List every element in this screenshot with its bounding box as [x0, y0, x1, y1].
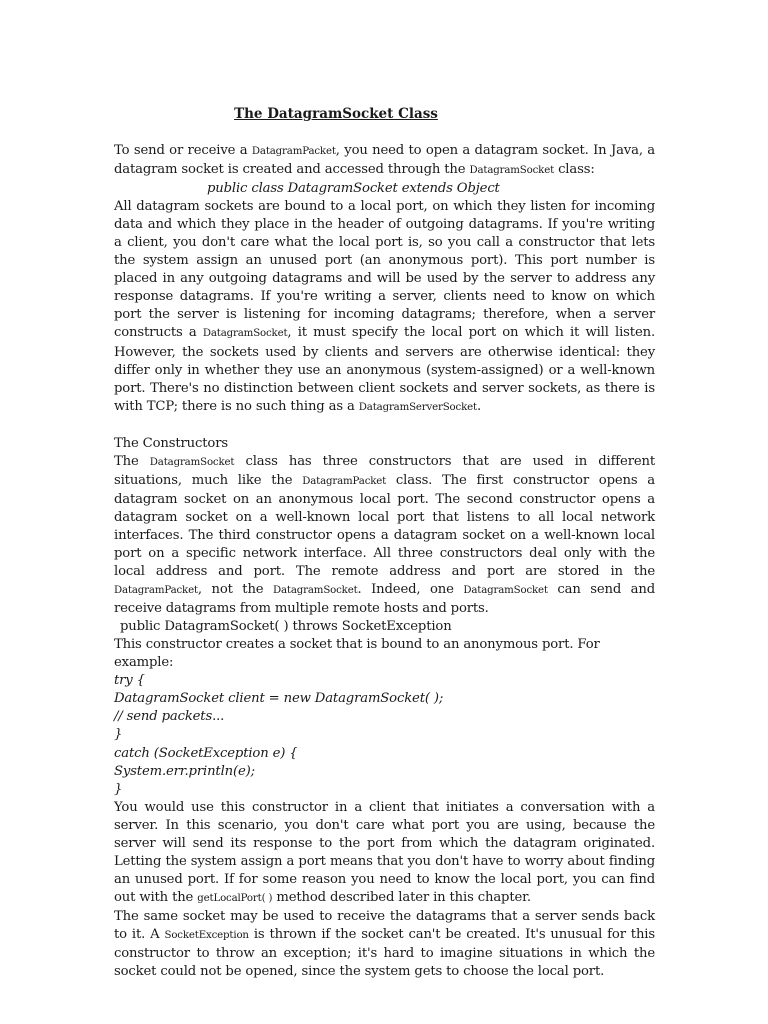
class-declaration: public class DatagramSocket extends Object — [207, 181, 500, 197]
intro-paragraph — [114, 142, 655, 180]
code-term: DatagramSocket — [149, 456, 235, 468]
code-example — [114, 672, 655, 798]
text-segment: To send or receive a — [114, 143, 252, 158]
code-line: System.err.println(e); — [114, 763, 255, 779]
code-term: DatagramServerSocket — [358, 401, 477, 413]
code-line: } — [114, 727, 123, 743]
constructors-paragraph — [114, 453, 655, 618]
code-term: SocketException — [164, 929, 249, 941]
code-term: DatagramSocket — [202, 328, 288, 340]
example-intro: This constructor creates a socket that is bound to an anonymous port. For example: — [114, 637, 600, 671]
text-segment: class. The first constructor opens a datagram socket on an anonymous local port. The second constructor opens a datagram socket on a well-known local port that listens to all local network interfaces. The third constructor opens a datagram socket on a well-known local port on a specific network interface. All three constructors deal only with the local address and port. The remote address and port are stored in the — [114, 472, 656, 580]
paragraph-spacer — [114, 417, 655, 435]
text-segment: All datagram sockets are bound to a local port, on which they listen for incoming data and which they place in the header of outgoing datagrams. If you're writing a client, you don't care what the local port is, so you call a constructor that lets the system assign an unused port (an anonymous port). This port number is placed in any outgoing datagrams and will be used by the server to address any response datagrams. If you're writing a server, clients need to know on which port the server is listening for incoming datagrams; therefore, when a server constructs a — [114, 199, 655, 341]
text-segment: , not the — [197, 582, 273, 598]
code-line: try { — [114, 673, 145, 689]
code-term: DatagramSocket — [272, 585, 358, 597]
usage-paragraph — [114, 799, 655, 908]
text-segment: , it must specify the local port on which it will listen. However, the sockets used by clients and servers are otherwise identical: they differ only in whether they use an anonymous (system-assigned) or a well-known port. There's no distinction between client sockets and server sockets, as there is with TCP; there is no such thing as a — [114, 325, 655, 414]
text-segment: is thrown if the socket can't be created. It's unusual for this constructor to throw an exception; it's hard to imagine situations in which the socket could not be opened, since the system gets to choose the local port. — [114, 926, 655, 980]
constructor-signature: public DatagramSocket( ) throws SocketException — [120, 619, 452, 635]
document-title: The DatagramSocket Class — [234, 106, 438, 122]
text-segment: method described later in this chapter. — [272, 889, 531, 905]
text-segment: can send and receive datagrams from multiple remote hosts and ports. — [114, 582, 656, 617]
code-term: DatagramSocket — [463, 585, 548, 597]
text-segment: class: — [554, 162, 595, 178]
code-term: DatagramSocket — [469, 165, 555, 177]
exception-paragraph — [114, 908, 655, 981]
code-term: getLocalPort( ) — [197, 892, 273, 904]
sockets-paragraph — [114, 198, 655, 417]
code-term: DatagramPacket — [114, 585, 198, 597]
text-segment: You would use this constructor in a client that initiates a conversation with a server. In this scenario, you don't care what port you are using, because the server will send its response to the port from which the datagram originated. Letting the system assign a port means that you don't have to worry about finding an unused port. If for some reason you need to know the local port, you can find out with the — [114, 799, 655, 905]
section-heading: The Constructors — [114, 435, 228, 451]
code-line: // send packets... — [114, 709, 225, 725]
code-term: DatagramPacket — [302, 475, 387, 487]
text-segment: , you need to open a datagram socket. In Java, a datagram socket is created and accessed through the — [114, 143, 656, 178]
document-body — [114, 142, 655, 981]
code-term: DatagramPacket — [251, 146, 336, 157]
text-segment: class has three constructors that are used in different situations, much like the — [114, 453, 655, 488]
code-line: DatagramSocket client = new DatagramSocket( ); — [114, 691, 444, 707]
text-segment: . Indeed, one — [357, 582, 464, 598]
code-line: catch (SocketException e) { — [114, 745, 298, 761]
code-line: } — [114, 781, 123, 797]
text-segment: The — [114, 453, 150, 469]
text-segment: . — [476, 398, 481, 414]
text-segment: The same socket may be used to receive the datagrams that a server sends back to it. A — [114, 908, 655, 942]
